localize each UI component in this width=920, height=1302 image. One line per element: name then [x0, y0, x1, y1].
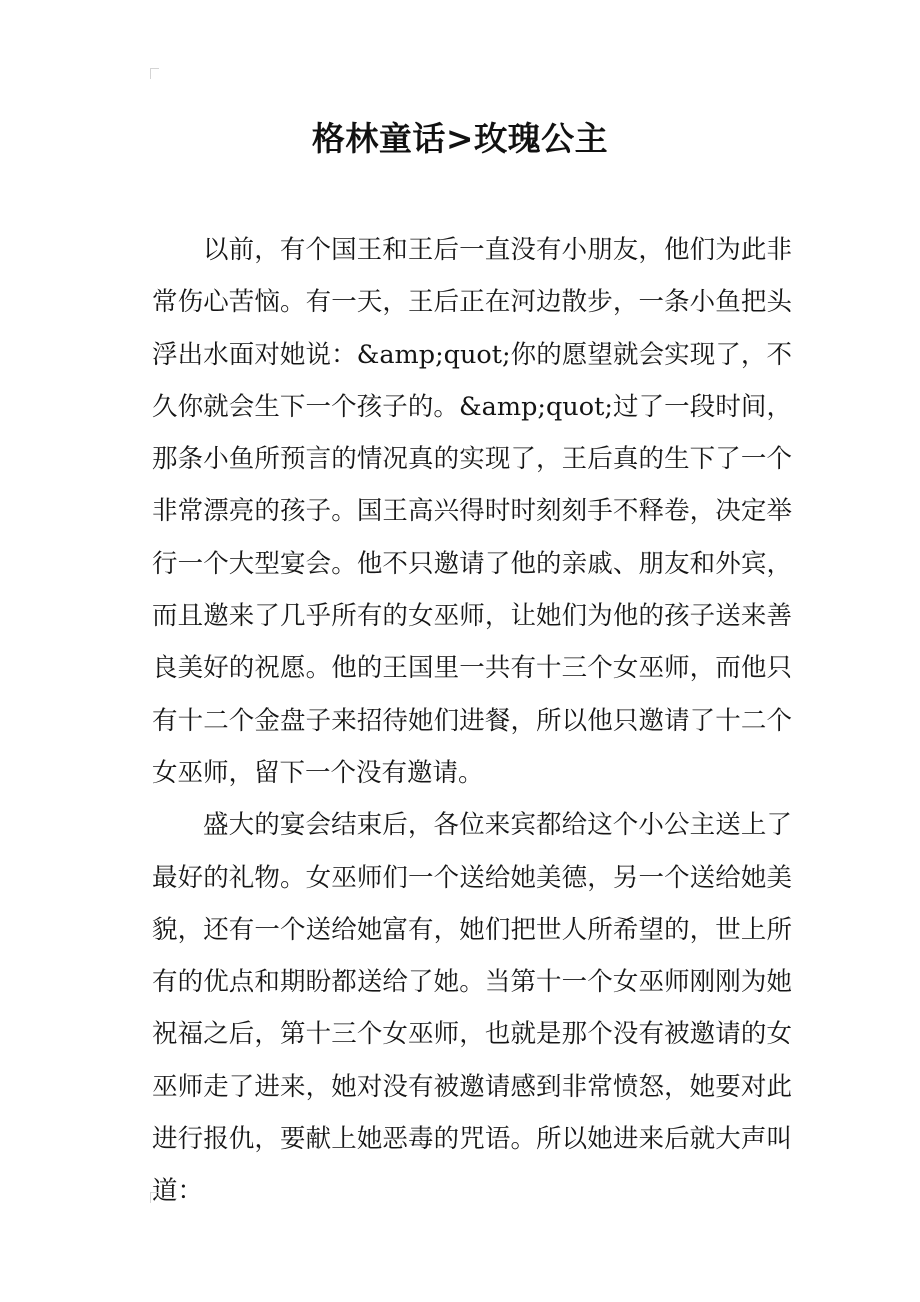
- crop-mark-bottom-left: [150, 1192, 159, 1203]
- document-body: [152, 224, 792, 1218]
- crop-mark-top-left: [150, 68, 159, 79]
- paragraph-2: 盛大的宴会结束后，各位来宾都给这个小公主送上了最好的礼物。女巫师们一个送给她美德，另一个送给她美貌，还有一个送给她富有，她们把世人所希望的，世上所有的优点和期盼都送给了她。当第十一个女巫师刚刚为她祝福之后，第十三个女巫师，也就是那个没有被邀请的女巫师走了进来，她对没有被邀请感到非常愤怒，她要对此进行报仇，要献上她恶毒的咒语。所以她进来后就大声叫道：: [152, 810, 792, 1207]
- paragraph-1: 以前，有个国王和王后一直没有小朋友，他们为此非常伤心苦恼。有一天，王后正在河边散步，一条小鱼把头浮出水面对她说：&amp;quot;你的愿望就会实现了，不久你就会生下一个孩子的。&amp;quot;过了一段时间，那条小鱼所预言的情况真的实现了，王后真的生下了一个非常漂亮的孩子。国王高兴得时时刻刻手不释卷，决定举行一个大型宴会。他不只邀请了他的亲戚、朋友和外宾，而且邀来了几乎所有的女巫师，让她们为他的孩子送来善良美好的祝愿。他的王国里一共有十三个女巫师，而他只有十二个金盘子来招待她们进餐，所以他只邀请了十二个女巫师，留下一个没有邀请。: [152, 235, 792, 788]
- document-title: 格林童话>玫瑰公主: [311, 119, 609, 158]
